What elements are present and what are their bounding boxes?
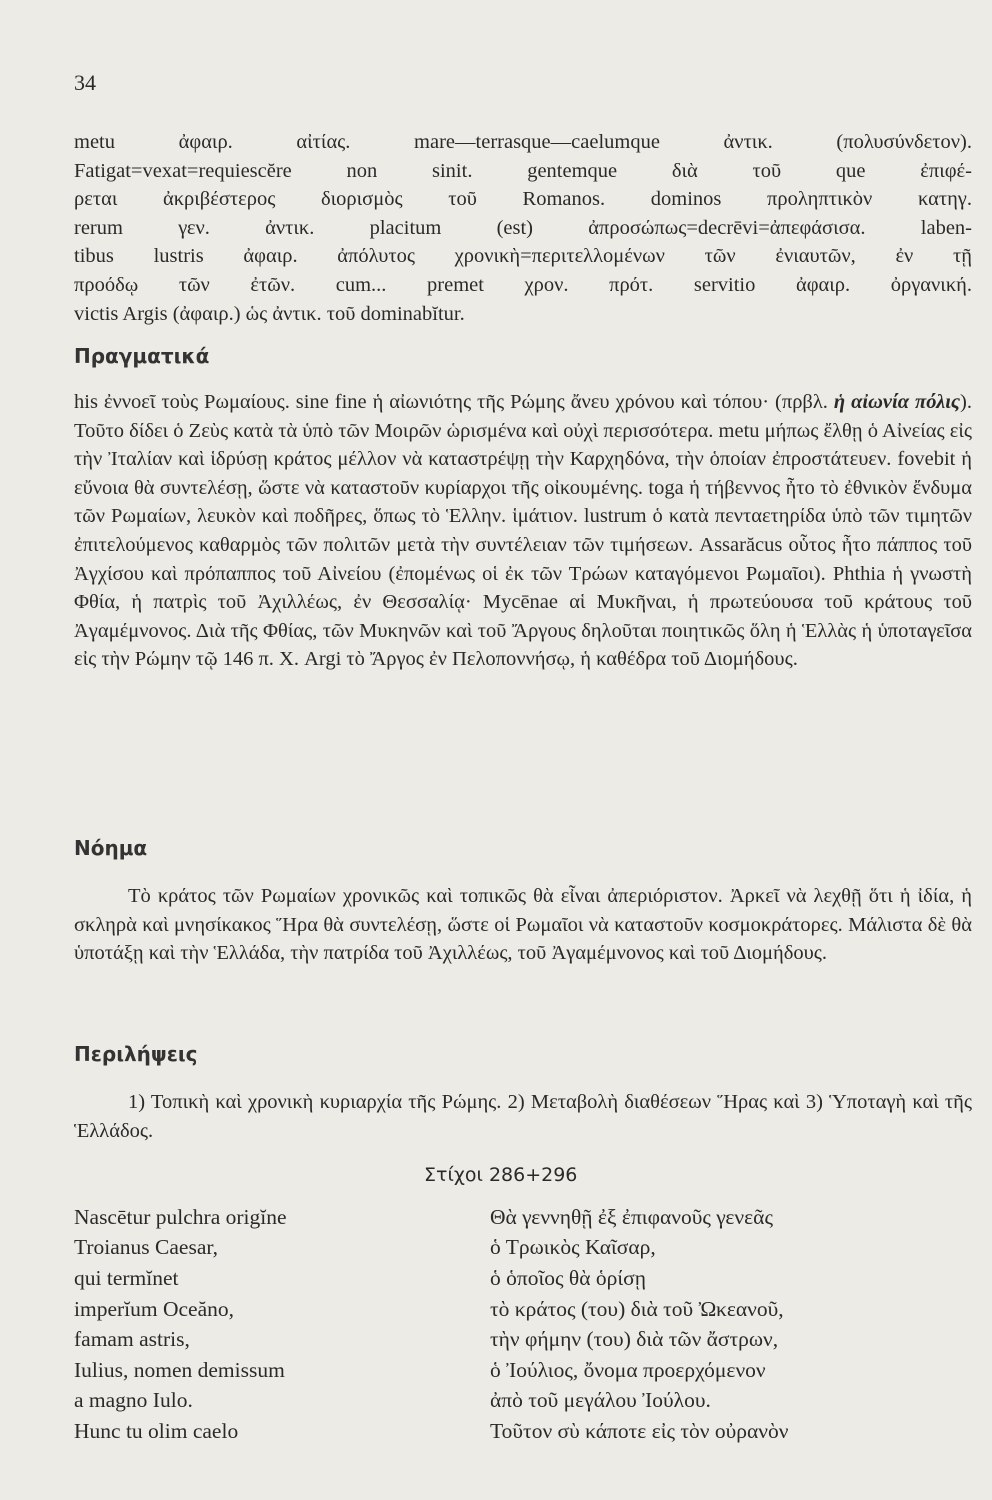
verse-translation-table [74,1202,972,1447]
verse-row [74,1202,972,1233]
text-line: ρεται ἀκριβέστερος διορισμὸς τοῦ Romanos. dominos προληπτικὸν κατηγ. [74,188,972,211]
verse-greek: τὴν φήμην (του) διὰ τῶν ἄστρων, [490,1327,779,1352]
paragraph-grammar-notes [74,128,972,328]
verse-greek: ἀπὸ τοῦ μεγάλου Ἰούλου. [490,1388,711,1413]
text-line: προόδῳ τῶν ἐτῶν. cum... premet χρον. πρότ. servitio ἀφαιρ. ὀργανική. [74,273,972,296]
text-line: Fatigat=vexat=requiescĕre non sinit. gentemque διὰ τοῦ que ἐπιφέ- [74,159,972,182]
heading-pragmatika: Πραγματικά [74,344,210,368]
text-line: rerum γεν. ἀντικ. placitum (est) ἀπροσώπως=decrēvi=ἀπεφάσισα. laben- [74,216,972,239]
verse-row [74,1324,972,1355]
paragraph-meaning [74,882,972,968]
paragraph-summaries [74,1088,972,1145]
verse-latin: imperĭum Oceăno, [74,1296,235,1321]
verse-greek: ὁ Τρωικὸς Καῖσαρ, [490,1235,656,1260]
verse-latin: qui termĭnet [74,1265,179,1290]
realia-italic-phrase: ἡ αἰωνία πόλις [833,391,961,413]
heading-perilipseis: Περιλήψεις [74,1042,198,1066]
verse-title: Στίχοι 286+296 [424,1164,578,1186]
heading-noima: Νόημα [74,836,148,860]
text-line: victis Argis (ἀφαιρ.) ὡς ἀντικ. τοῦ dominabĭtur. [74,302,465,325]
verse-row [74,1355,972,1386]
verse-greek: ὁ ὁποῖος θὰ ὁρίσῃ [490,1265,646,1290]
summaries-text: 1) Τοπικὴ καὶ χρονικὴ κυριαρχία τῆς Ρώμης. 2) Μεταβολὴ διαθέσεων Ἥρας καὶ 3) Ὑποταγὴ καὶ τῆς Ἑλλάδος. [74,1091,972,1142]
verse-latin: Iulius, nomen demissum [74,1357,285,1382]
verse-greek: Τοῦτον σὺ κάποτε εἰς τὸν οὐρανὸν [490,1418,789,1443]
verse-row [74,1233,972,1264]
verse-greek: τὸ κράτος (του) διὰ τοῦ Ὠκεανοῦ, [490,1296,784,1321]
verse-greek: Θὰ γεννηθῇ ἐξ ἐπιφανοῦς γενεᾶς [490,1204,773,1229]
verse-row [74,1263,972,1294]
text-line: metu ἀφαιρ. αἰτίας. mare—terrasque—caelumque ἀντικ. (πολυσύνδετον). [74,131,972,153]
verse-row [74,1386,972,1417]
verse-latin: famam astris, [74,1327,190,1352]
verse-greek: ὁ Ἰούλιος, ὄνομα προερχόμενον [490,1357,766,1382]
verse-latin: Hunc tu olim caelo [74,1418,239,1443]
text-line: tibus lustris ἀφαιρ. ἀπόλυτος χρονικὴ=περιτελλομένων τῶν ἐνιαυτῶν, ἐν τῇ [74,245,972,268]
realia-text-before: his ἐννοεῖ τοὺς Ρωμαίους. sine fine ἡ αἰωνιότης τῆς Ρώμης ἄνευ χρόνου καὶ τόπου· (πρβλ. [74,391,834,413]
verse-row [74,1294,972,1325]
page-number: 34 [74,70,96,95]
meaning-text: Τὸ κράτος τῶν Ρωμαίων χρονικῶς καὶ τοπικῶς θὰ εἶναι ἀπεριόριστον. Ἀρκεῖ νὰ λεχθῇ ὅτι ἡ ἰδία, ἡ σκληρὰ καὶ μνησίκακος Ἥρα θὰ συντελέσῃ, ὥστε οἱ Ρωμαῖοι νὰ καταστοῦν κοσμοκράτορες. Μάλιστα δὲ θὰ ὑποτάξῃ καὶ τὴν Ἑλλάδα, τὴν πατρίδα τοῦ Ἀχιλλέως, τοῦ Ἀγαμέμνονος καὶ τοῦ Διομήδους. [74,885,972,965]
realia-text [74,388,972,674]
verse-latin: Troianus Caesar, [74,1235,219,1260]
verse-row [74,1416,972,1447]
realia-text-after: ). Τοῦτο δίδει ὁ Ζεὺς κατὰ τὰ ὑπὸ τῶν Μοιρῶν ὡρισμένα καὶ οὐχὶ περισσότερα. metu μήπως ἔλθῃ ὁ Αἰνείας εἰς τὴν Ἰταλίαν καὶ ἱδρύσῃ κράτος μέλλον νὰ καταστρέψῃ τὴν Καρχηδόνα, τὴν ὁποίαν ἐπροστάτευεν. fovebit ἡ εὔνοια θὰ συντελέσῃ, ὥστε νὰ καταστοῦν κυρίαρχοι τῆς οἰκουμένης. toga ἡ τήβεννος ἦτο τὸ ἐθνικὸν ἔνδυμα τῶν Ρωμαίων, λευκὸν καὶ ποδῆρες, ὅπως τὸ Ἑλλην. ἱμάτιον. lustrum ὁ κατὰ πενταετηρίδα ὑπὸ τῶν τιμητῶν ἐπιτελούμενος καθαρμὸς τῶν πολιτῶν μετὰ τὴν συντέλειαν τῶν τιμήσεων. Assarăcus οὗτος ἦτο πάππος τοῦ Ἀγχίσου καὶ πρόπαππος τοῦ Αἰνείου (ἐπομένως οἱ ἐκ τῶν Τρώων καταγόμενοι Ρωμαῖοι). Phthia ἡ γνωστὴ Φθία, ἡ πατρὶς τοῦ Ἀχιλλέως, ἐν Θεσσαλίᾳ· Mycēnae αἱ Μυκῆναι, ἡ πρωτεύουσα τοῦ κράτους τοῦ Ἀγαμέμνονος. Διὰ τῆς Φθίας, τῶν Μυκηνῶν καὶ τοῦ Ἄργους δηλοῦται ποιητικῶς ὅλη ἡ Ἑλλὰς ἡ ὑποταγεῖσα εἰς τὴν Ρώμην τῷ 146 π. Χ. Argi τὸ Ἄργος ἐν Πελοποννήσῳ, ἡ καθέδρα τοῦ Διομήδους. [74,391,972,671]
verse-latin: Nascētur pulchra origĭne [74,1204,287,1229]
verse-latin: a magno Iulo. [74,1388,193,1413]
paragraph-realia [74,388,972,674]
